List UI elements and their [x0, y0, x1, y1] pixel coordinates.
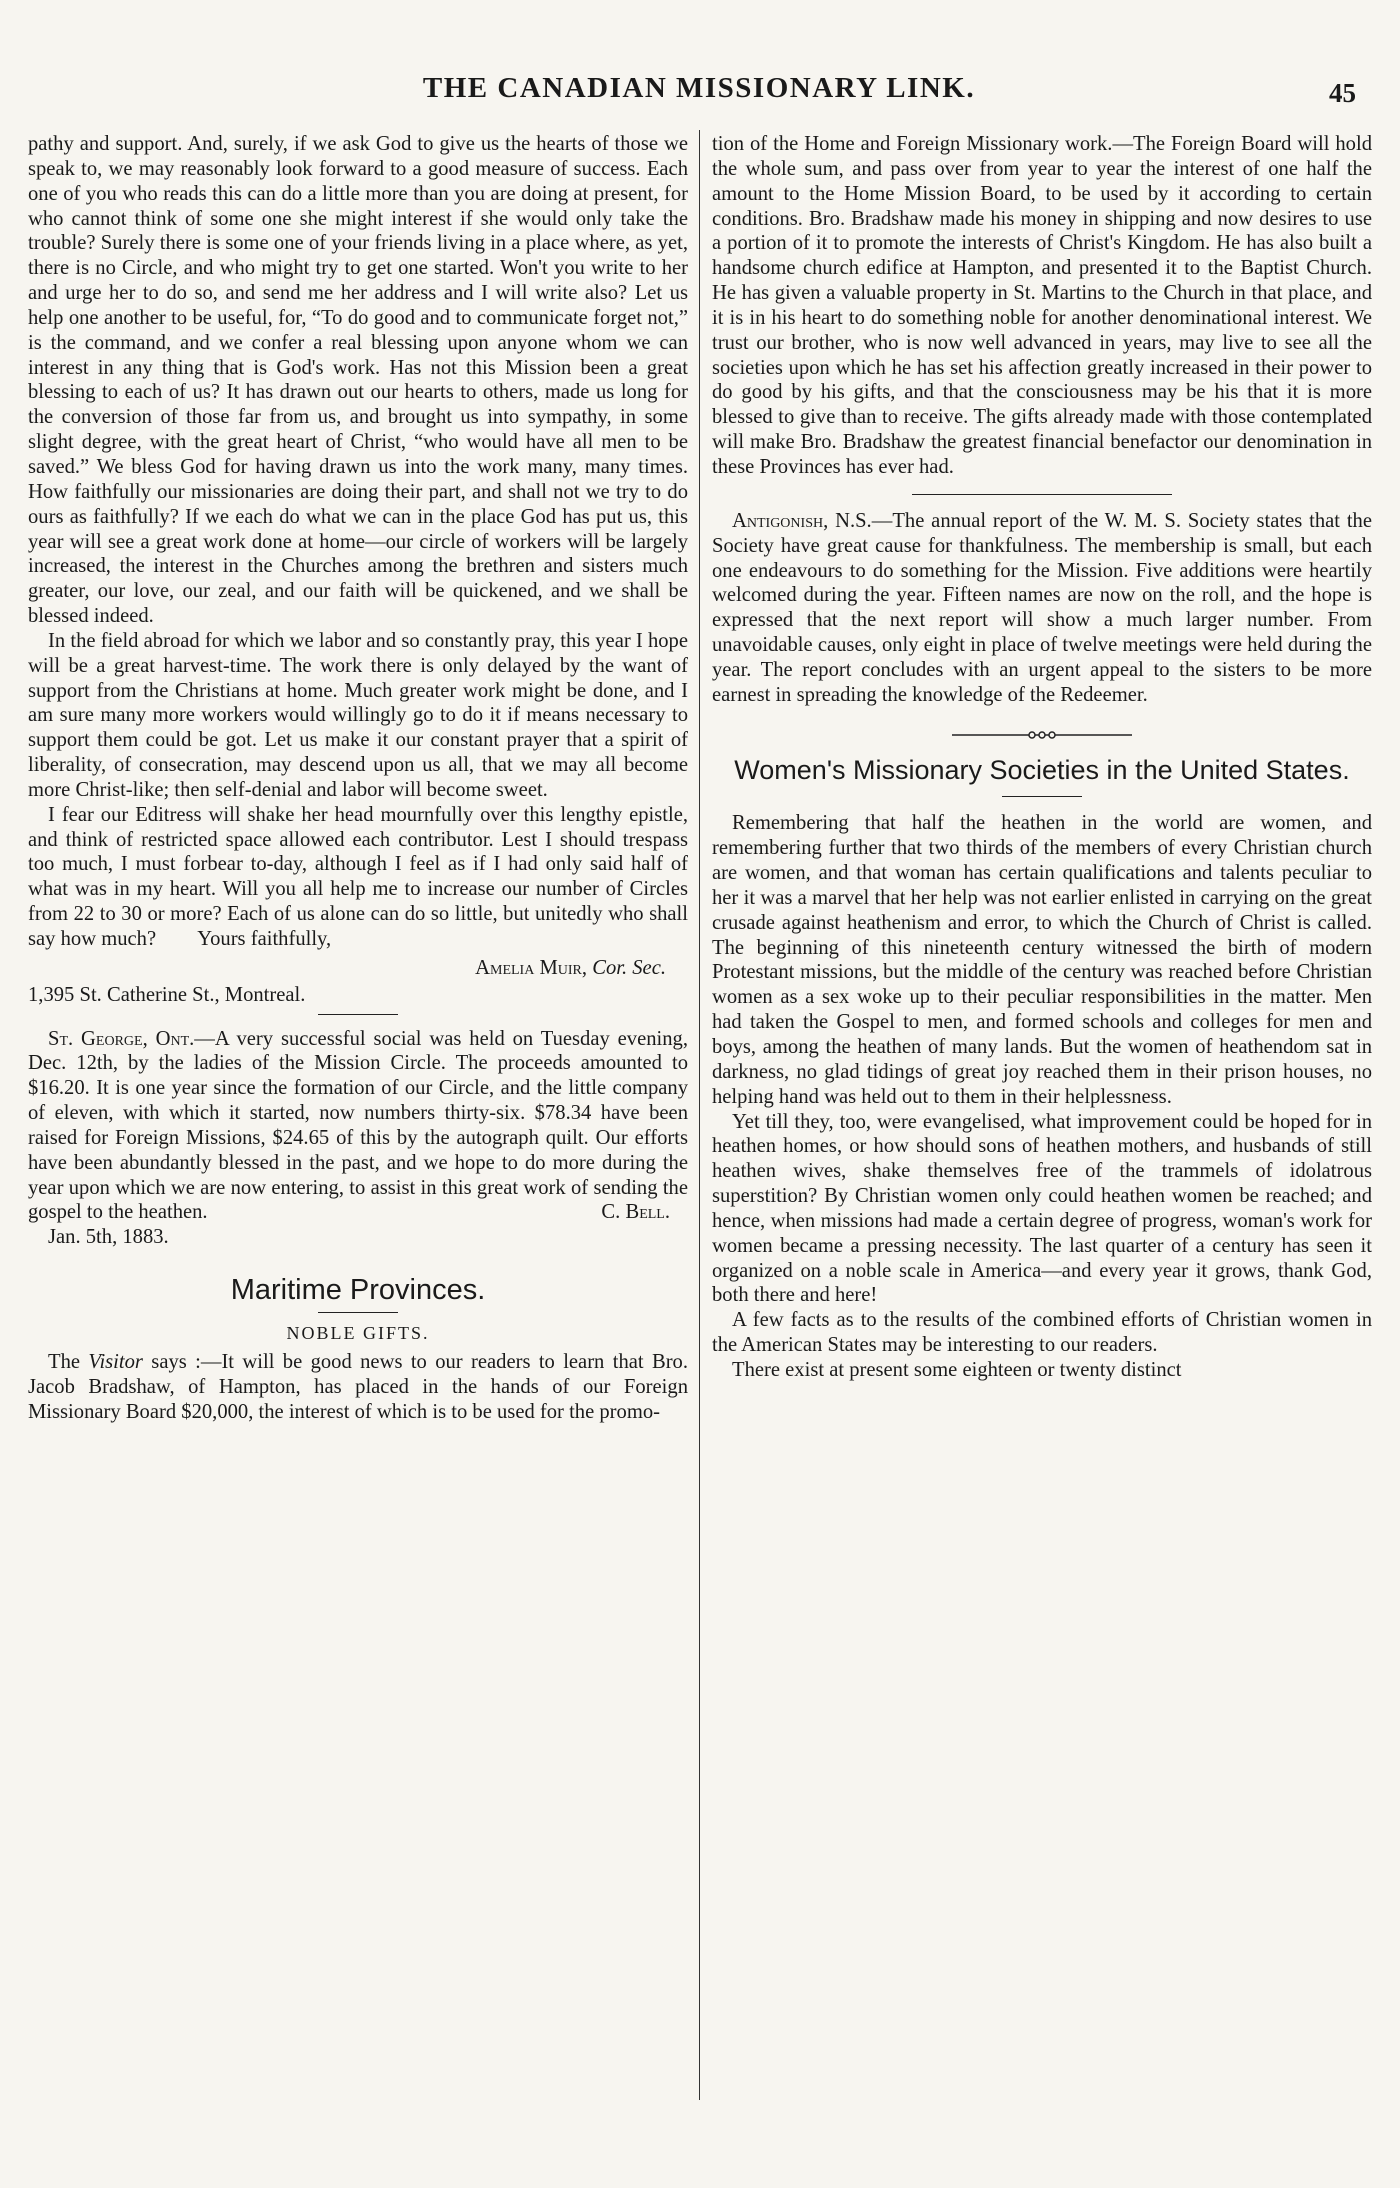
column-divider [699, 130, 700, 2100]
news-body: says :—It will be good news to our readers to learn that Bro. Jacob Bradshaw, of Hampton, has placed in the hands of our Foreign Missionary Board $20,000, the interest of which is to be used for the promo- [28, 1350, 688, 1423]
article-paragraph: There exist at present some eighteen or twenty distinct [732, 1358, 1182, 1381]
section-rule [318, 1312, 398, 1313]
publication-title: THE CANADIAN MISSIONARY LINK. [422, 72, 976, 104]
page-number: 45 [1329, 78, 1356, 108]
intro-text: The [48, 1350, 89, 1373]
news-item-noble-gifts [28, 1350, 688, 1425]
article-paragraph: Yet till they, too, were evangelised, what improvement could be hoped for in heathen homes, or how should sons of heathen mothers, and husbands of still heathen wives, shake themselves free of the trammels of idolatrous superstition? By Christian women only could heathen women be reached; and hence, when missions had made a certain degree of progress, woman's work for women became a pressing necessity. The last quarter of a century has seen it organized on a noble scale in America—and every year it grows, thank God, both there and here! [712, 1110, 1372, 1307]
letter-paragraph: I fear our Editress will shake her head mournfully over this lengthy epistle, and think of restricted space allowed each contributor. Lest I should trespass too much, I must forbear to-day, although I feel as if I had only said half of what was in my heart. Will you all help me to increase our number of Circles from 22 to 30 or more? Each of us alone can do so little, but unitedly who shall say how much? Yours faithfully, [28, 803, 688, 950]
signature-title: Cor. Sec. [592, 956, 666, 979]
news-body: —The annual report of the W. M. S. Society states that the Society have great cause for thankfulness. The membership is small, but each one endeavours to do something for the Mission. Five additions were heartily welcomed during the year. Fifteen names are now on the roll, and the hope is expressed that the next report will show a much larger number. From unavoidable causes, only eight in place of twelve meetings were held during the year. The report concludes with an urgent appeal to the sisters to be more earnest in spreading the knowledge of the Redeemer. [712, 509, 1372, 706]
ornament-icon [952, 730, 1132, 740]
letter-paragraph: pathy and support. And, surely, if we ask God to give us the hearts of those we speak to, we may reasonably look forward to a good measure of success. Each one of you who reads this can do a little more than you are doing at present, for who cannot think of some one she might interest if she would only take the trouble? Surely there is some one of your friends living in a place where, as yet, there is no Circle, and who might try to get one started. Won't you write to her and urge her to do so, and send me her address and I will write also? Let us help one another to be useful, for, “To do good and to communicate forget not,” is the command, and we confer a real blessing upon anyone whom we can interest in any thing that is God's work. Has not this Mission been a great blessing to each of us? It has drawn out our hearts to others, made us long for the conversion of those far from us, and brought us into sympathy, in some slight degree, with the great heart of Christ, “who would have all men to be saved.” We bless God for having drawn us into the work many, many times. How faithfully our missionaries are doing their part, and shall not we try to do ours as faithfully? If we each do what we can in the place God has put us, this year will see a great work done at home—our circle of workers will be largely increased, the interest in the Churches among the brethren and sisters much greater, our love, our zeal, and our faith will be quickened, and we shall be blessed indeed. [28, 133, 688, 628]
right-column [712, 132, 1372, 1383]
letter-address: 1,395 St. Catherine St., Montreal. [28, 983, 306, 1006]
letter-paragraph: In the field abroad for which we labor and so constantly pray, this year I hope will be a great harvest-time. The work there is only delayed by the want of support from the Christians at home. Much greater work might be done, and I am sure many more workers would willingly go to do it if means necessary to support them could be got. Let us make it our constant prayer that a spirit of liberality, of consecration, may descend upon us all, that we may all become more Christ-like; then self-denial and labor will become sweet. [28, 629, 688, 801]
subheading: NOBLE GIFTS. [286, 1323, 430, 1344]
ornament-divider [712, 722, 1372, 747]
news-item-antigonish [712, 509, 1372, 708]
section-heading: Women's Missionary Societies in the United States. [734, 755, 1350, 786]
section-heading: Maritime Provinces. [230, 1274, 486, 1307]
news-continuation: tion of the Home and Foreign Missionary work.—The Foreign Board will hold the whole sum, and pass over from year to year the interest of one half the amount to the Home Mission Board, to be used by it according to certain conditions. Bro. Bradshaw made his money in shipping and now desires to use a portion of it to promote the interests of Christ's Kingdom. He has also built a handsome church edifice at Hampton, and presented it to the Baptist Church. He has given a valuable property in St. Martins to the Church in that place, and it is in his heart to do something noble for another denominational interest. We trust our brother, who is now well advanced in years, may live to see all the societies upon which he has set his affection greatly increased in their power to do good by his gifts, and that the consciousness may be his that it is more blessed to give than to receive. The gifts already made with those contemplated will make Bro. Bradshaw the greatest financial benefactor our denomination in these Provinces has ever had. [712, 133, 1372, 478]
article-paragraph: A few facts as to the results of the combined efforts of Christian women in the American States may be interesting to our readers. [712, 1309, 1372, 1357]
news-item-st-george [28, 1027, 688, 1226]
section-rule [1002, 796, 1082, 797]
place-name: St. George, Ont. [48, 1027, 195, 1050]
section-rule [912, 494, 1172, 495]
place-name: Antigonish, N.S. [732, 509, 872, 532]
left-column [28, 132, 688, 1425]
news-body: —A very successful social was held on Tuesday evening, Dec. 12th, by the ladies of the Mission Circle. The proceeds amounted to $16.20. It is one year since the formation of our Circle, and the little company of eleven, with which it started, now numbers thirty-six. $78.34 have been raised for Foreign Missions, $24.65 of this by the autograph quilt. Our efforts have been abundantly blessed in the past, and we hope to do more during the year upon which we are now entering, to assist in this great work of sending the gospel to the heathen. [28, 1027, 688, 1224]
section-rule [318, 1014, 398, 1015]
publication-name: Visitor [88, 1350, 143, 1373]
news-date: Jan. 5th, 1883. [48, 1226, 169, 1249]
article-paragraph: Remembering that half the heathen in the world are women, and remembering further that two thirds of the members of every Christian church are women, and that woman has certain qualifications and talents peculiar to her it was a marvel that her help was not earlier enlisted in carrying on the great crusade against heathenism and error, to which the Church of Christ is called. The beginning of this nineteenth century witnessed the birth of modern Protestant missions, but the middle of the century was reached before Christian women as a sex woke up to their peculiar responsibilities in the matter. Men had taken the Gospel to men, and formed schools and colleges for men and boys, among the heathen of many lands. But the women of heathendom sat in darkness, no glad tidings of great joy reached them in their prison houses, no helping hand was held out to them in their helplessness. [712, 812, 1372, 1108]
news-signature: C. Bell. [601, 1201, 670, 1224]
signature-name: Amelia Muir, [475, 956, 588, 979]
letter-signature [28, 956, 688, 981]
masthead [34, 72, 1364, 112]
